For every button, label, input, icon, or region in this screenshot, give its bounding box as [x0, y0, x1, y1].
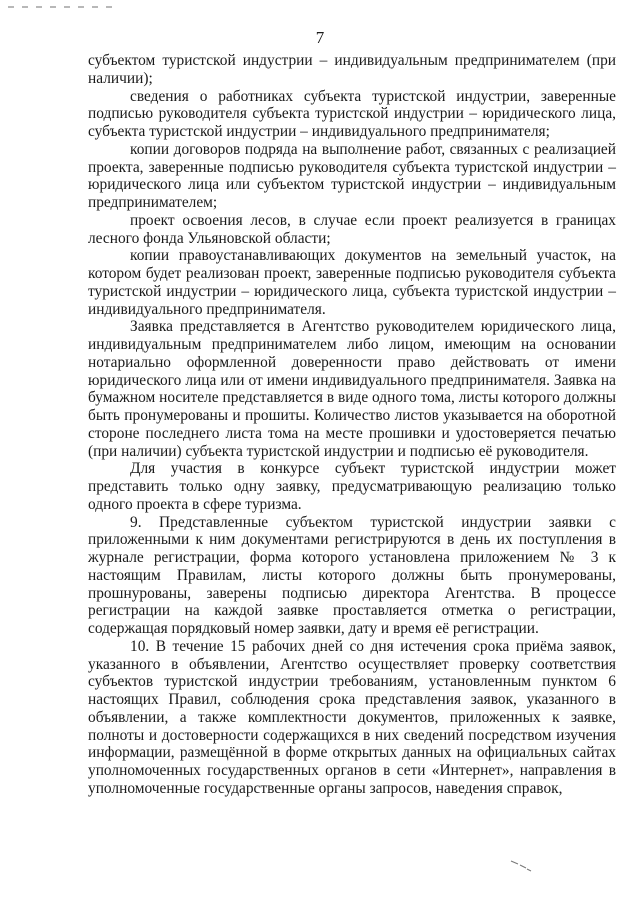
page-number: 7 — [315, 28, 325, 47]
paragraph-item-9: 9. Представленные субъектом туристской индустрии заявки с приложенными к ним документами регистрируются в день их поступления в журнале регистрации, форма которого установлена приложением № 3 к настоящим Правилам, листы которого должны быть пронумерованы, прошнурованы, заверены подписью директора Агентства. В процессе регистрации на каждой заявке проставляется отметка о регистрации, содержащая порядковый номер заявки, дату и время её регистрации. — [88, 513, 616, 637]
paragraph-contracts-copies: копии договоров подряда на выполнение работ, связанных с реализацией проекта, заверенные подписью руководителя субъекта туристской индустрии – юридического лица или субъектом туристской индустрии – индивидуальным предпринимателем; — [88, 140, 616, 211]
scan-artifact-mark — [8, 6, 118, 8]
paragraph-continuation: субъектом туристской индустрии – индивидуальным предпринимателем (при наличии); — [88, 52, 616, 87]
paragraph-single-application: Для участия в конкурсе субъект туристской индустрии может представить только одну заявку, предусматривающую реализацию только одного проекта в сфере туризма. — [88, 460, 616, 513]
paragraph-land-documents: копии правоустанавливающих документов на земельный участок, на котором будет реализован проект, заверенные подписью руководителя субъекта туристской индустрии – юридического лица, субъекта туристской индустрии – индивидуального предпринимателя. — [88, 247, 616, 318]
paragraph-forest-project: проект освоения лесов, в случае если проект реализуется в границах лесного фонда Ульяновской области; — [88, 211, 616, 247]
stray-pen-mark — [510, 858, 532, 872]
document-body — [88, 52, 616, 798]
paragraph-employees-info: сведения о работниках субъекта туристской индустрии, заверенные подписью руководителя субъекта туристской индустрии – юридического лица, субъекта туристской индустрии – индивидуального предпринимателя; — [88, 87, 616, 140]
paragraph-item-10: 10. В течение 15 рабочих дней со дня истечения срока приёма заявок, указанного в объявлении, Агентство осуществляет проверку соответствия субъектов туристской индустрии требованиям, установленным пунктом 6 настоящих Правил, соблюдения срока представления заявок, указанного в объявлении, а также комплектности документов, приложенных к заявке, полноты и достоверности содержащихся в них сведений посредством изучения информации, размещённой в форме открытых данных на официальных сайтах уполномоченных государственных органов в сети «Интернет», направления в уполномоченные государственные органы запросов, наведения справок, — [88, 637, 616, 797]
paragraph-application-submission: Заявка представляется в Агентство руководителем юридического лица, индивидуальным предпринимателем либо лицом, имеющим на основании нотариально оформленной доверенности право действовать от имени юридического лица или от имени индивидуального предпринимателя. Заявка на бумажном носителе представляется в виде одного тома, листы которого должны быть пронумерованы и прошиты. Количество листов указывается на оборотной стороне последнего листа тома на месте прошивки и удостоверяется печатью (при наличии) субъекта туристской индустрии и подписью её руководителя. — [88, 318, 616, 460]
